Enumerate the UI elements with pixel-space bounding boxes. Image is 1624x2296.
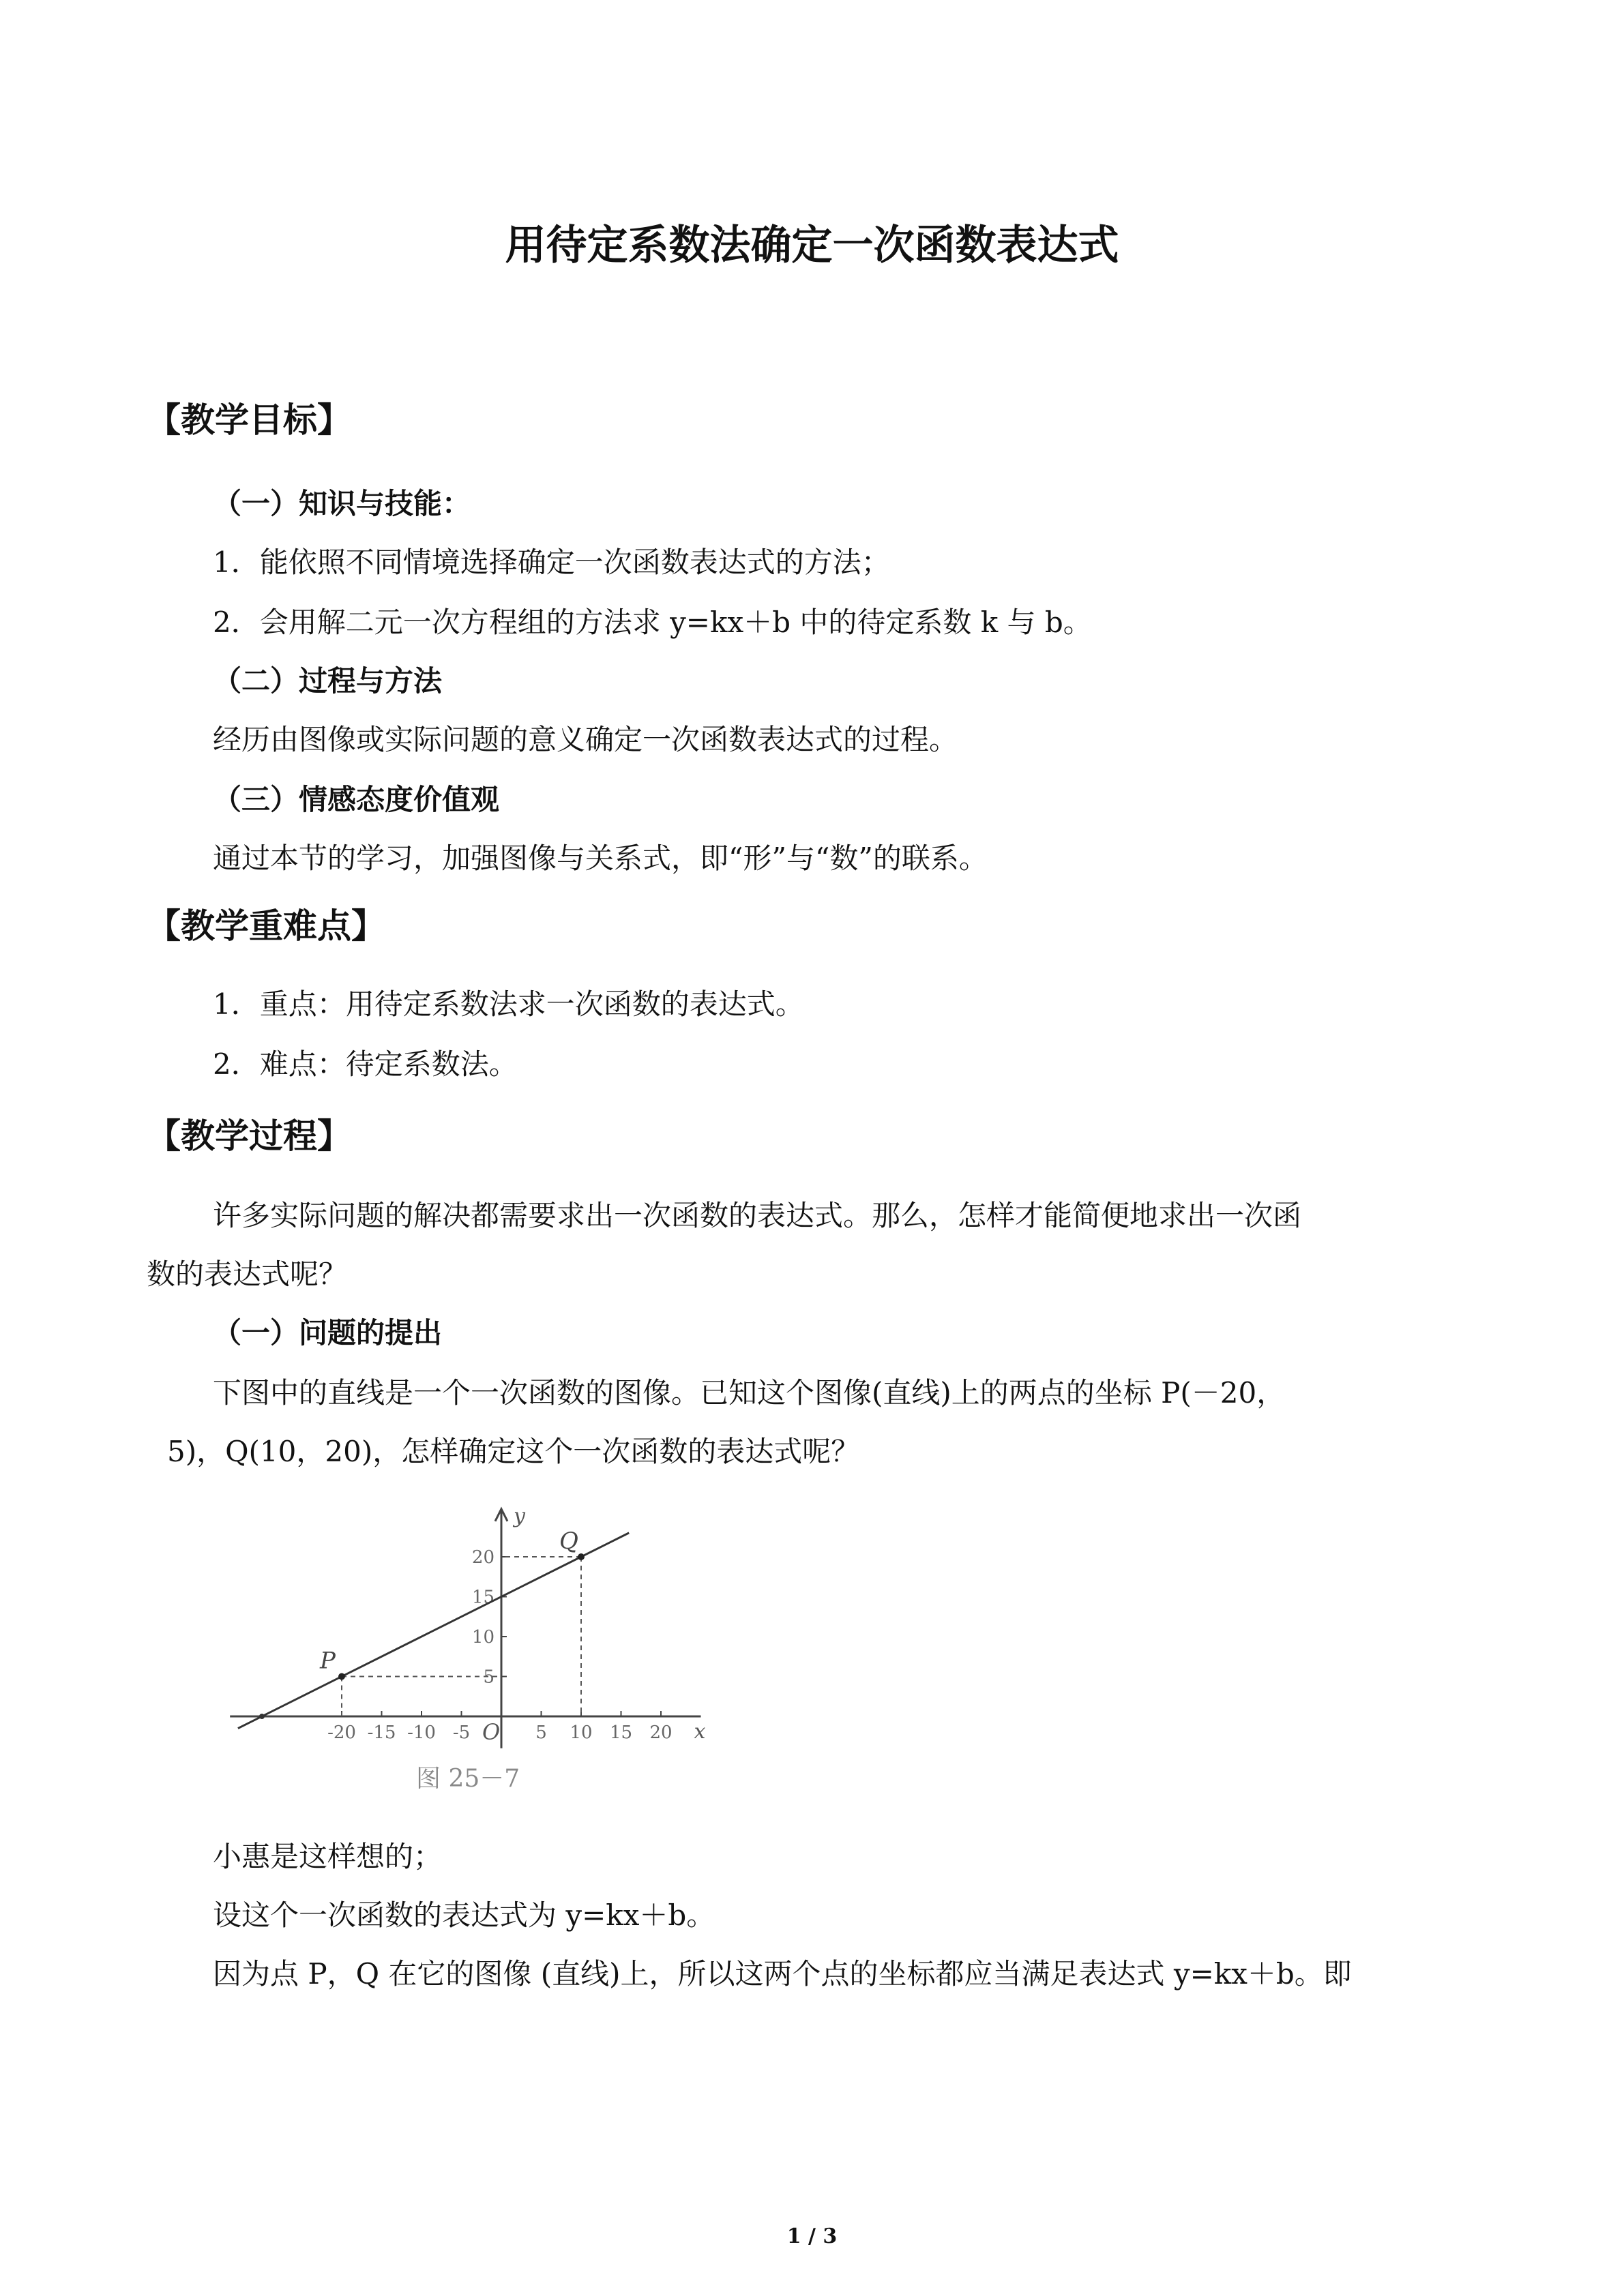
x-tick-label: 5 xyxy=(535,1723,547,1743)
question-line-2: 5)，Q(10，20)，怎样确定这个一次函数的表达式呢？ xyxy=(167,1435,860,1468)
key-item-1: 1．重点：用待定系数法求一次函数的表达式。 xyxy=(213,987,804,1021)
key-item-2: 2．难点：待定系数法。 xyxy=(213,1047,518,1081)
x-tick-label: -15 xyxy=(367,1723,396,1743)
process-intro-line-2: 数的表达式呢？ xyxy=(147,1257,348,1291)
answer-line-3: 因为点 P，Q 在它的图像 (直线)上，所以这两个点的坐标都应当满足表达式 y=kx＋b。即 xyxy=(213,1957,1352,1991)
goals-values-text: 通过本节的学习，加强图像与关系式，即“形”与“数”的联系。 xyxy=(213,841,988,875)
point-P xyxy=(338,1673,345,1680)
y-tick-label: 15 xyxy=(471,1587,494,1608)
x-tick-label: 10 xyxy=(570,1723,593,1743)
section-heading-key: 【教学重难点】 xyxy=(147,906,385,946)
y-axis-label: y xyxy=(514,1504,525,1528)
section-heading-process: 【教学过程】 xyxy=(147,1116,351,1156)
answer-line-2: 设这个一次函数的表达式为 y=kx＋b。 xyxy=(213,1898,715,1932)
goals-process-text: 经历由图像或实际问题的意义确定一次函数表达式的过程。 xyxy=(213,723,958,756)
origin-label: O xyxy=(482,1719,501,1745)
page-number: 1 / 3 xyxy=(786,2224,838,2248)
goals-item-2: 2．会用解二元一次方程组的方法求 y=kx＋b 中的待定系数 k 与 b。 xyxy=(213,606,1092,639)
x-tick-label: 20 xyxy=(649,1723,673,1743)
x-tick-label: -10 xyxy=(407,1723,436,1743)
figure-caption: 图 25－7 xyxy=(416,1765,520,1793)
point-Q xyxy=(578,1553,585,1560)
process-intro-line-1: 许多实际问题的解决都需要求出一次函数的表达式。那么，怎样才能简便地求出一次函 xyxy=(213,1199,1302,1232)
goals-sub-knowledge: （一）知识与技能： xyxy=(213,487,471,520)
page-title: 用待定系数法确定一次函数表达式 xyxy=(505,222,1119,269)
x-tick-label: -5 xyxy=(452,1723,471,1743)
y-tick-label: 10 xyxy=(471,1627,494,1648)
point-label-P: P xyxy=(320,1647,336,1675)
goals-sub-process: （二）过程与方法 xyxy=(213,664,443,698)
answer-line-1: 小惠是这样想的； xyxy=(213,1840,443,1873)
function-graph xyxy=(218,1487,723,1793)
function-line xyxy=(238,1533,629,1729)
y-tick-label: 5 xyxy=(483,1667,494,1688)
question-line-1: 下图中的直线是一个一次函数的图像。已知这个图像(直线)上的两点的坐标 P(－20， xyxy=(213,1376,1286,1410)
x-axis-label: x xyxy=(694,1720,706,1744)
x-tick-label: 15 xyxy=(609,1723,633,1743)
process-sub-question: （一）问题的提出 xyxy=(213,1316,443,1350)
point-label-Q: Q xyxy=(559,1527,578,1555)
section-heading-goals: 【教学目标】 xyxy=(147,400,351,440)
goals-item-1: 1．能依照不同情境选择确定一次函数表达式的方法； xyxy=(213,546,890,579)
goals-sub-values: （三）情感态度价值观 xyxy=(213,783,500,816)
y-tick-label: 20 xyxy=(471,1547,494,1568)
x-tick-label: -20 xyxy=(327,1723,356,1743)
x-intercept-point xyxy=(259,1714,265,1719)
